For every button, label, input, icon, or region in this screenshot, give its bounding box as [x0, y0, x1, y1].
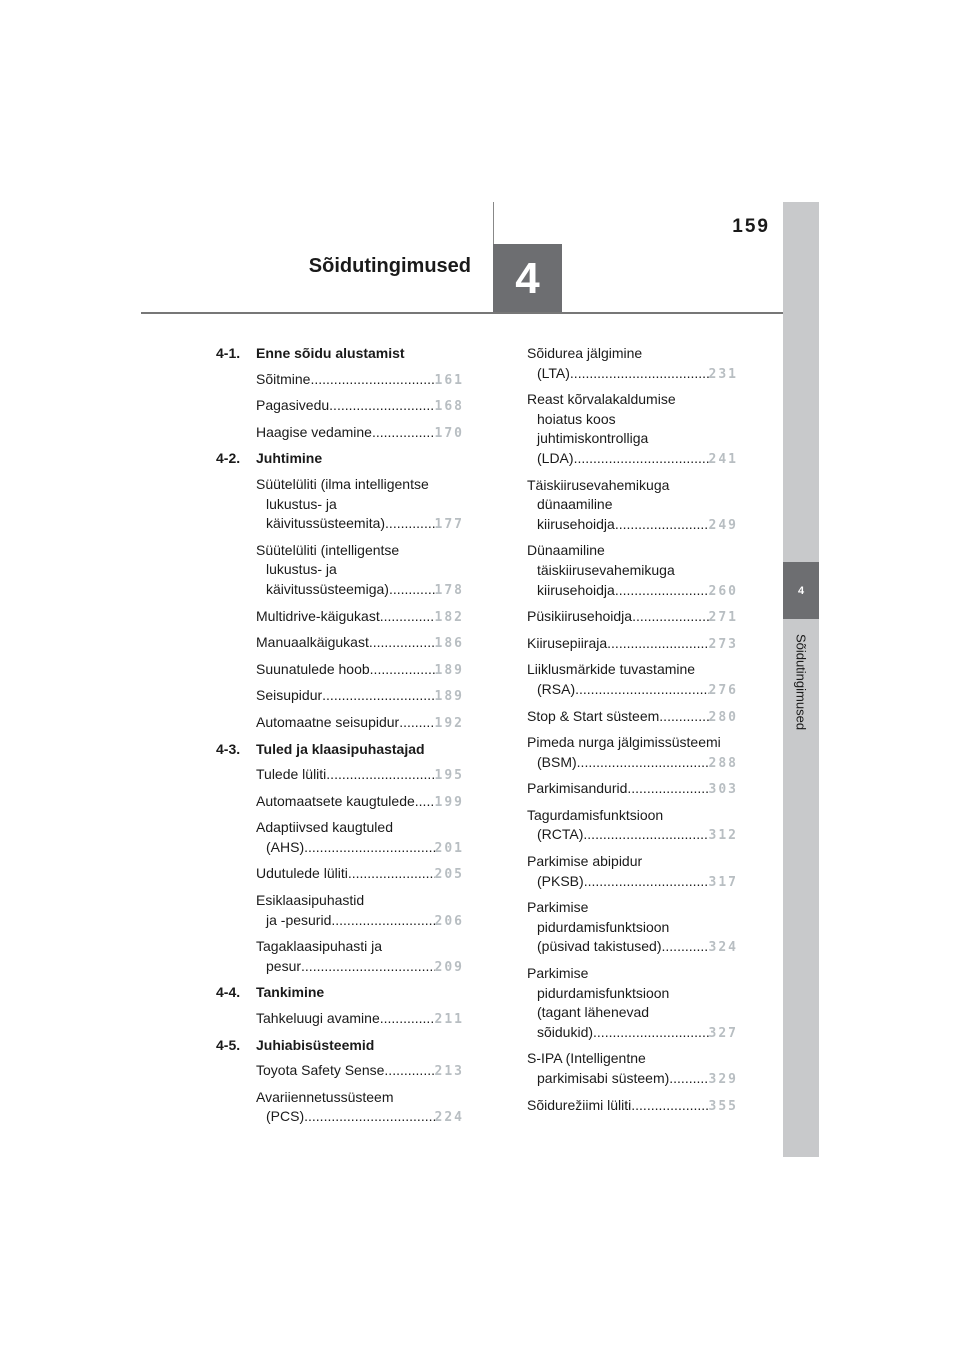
- toc-entry[interactable]: [527, 344, 738, 384]
- entry-text-line: Parkimise: [527, 899, 589, 916]
- entry-text-line: Multidrive-käigukast: [256, 607, 380, 624]
- entry-text-line: Tulede lüliti: [256, 766, 327, 783]
- entry-page-line: [256, 864, 464, 885]
- toc-entry[interactable]: [256, 660, 464, 681]
- page-reference-link[interactable]: 186: [434, 636, 464, 652]
- page-reference-link[interactable]: 224: [434, 1110, 464, 1126]
- entry-text-line: Sõidurea jälgimine: [527, 345, 643, 361]
- dot-leader: [310, 370, 434, 390]
- toc-entry[interactable]: [256, 792, 464, 813]
- toc-entry[interactable]: [527, 476, 738, 536]
- section-number: 4-3.: [216, 740, 241, 757]
- entry-text-line: Dünaamiline: [527, 542, 605, 559]
- entry-text-line: (BSM): [537, 753, 577, 770]
- page-reference-link[interactable]: 205: [434, 867, 464, 883]
- page-reference-link[interactable]: 329: [708, 1072, 738, 1087]
- entry-text-line: (PCS): [266, 1108, 305, 1125]
- entry-page-line: [527, 872, 738, 893]
- toc-entry[interactable]: [256, 1009, 464, 1030]
- toc-entry[interactable]: [256, 607, 464, 628]
- entry-text-line: lukustus- ja: [266, 495, 337, 512]
- entry-text-line: Tagaklaasipuhasti ja: [256, 938, 383, 955]
- entry-text-line: lukustus- ja: [266, 561, 337, 578]
- entry-page-line: [256, 838, 464, 859]
- entry-text-line: Püsikiirusehoidja: [527, 608, 633, 625]
- entry-text-line: Parkimise: [527, 965, 589, 982]
- dot-leader: [385, 514, 434, 534]
- dot-leader: [380, 607, 435, 627]
- section-heading[interactable]: [216, 740, 464, 760]
- dot-leader: [583, 825, 708, 845]
- page-reference-link[interactable]: 213: [434, 1064, 464, 1080]
- header-rule: [141, 312, 783, 314]
- entry-text-line: Pagasivedu: [256, 397, 330, 414]
- entry-text-line: Manuaalkäigukast: [256, 634, 369, 651]
- entry-page-line: [256, 660, 464, 681]
- entry-text-line: dünaamiline: [537, 496, 613, 513]
- page-reference-link[interactable]: 206: [434, 913, 464, 929]
- dot-leader: [399, 713, 434, 733]
- header-divider: [493, 202, 494, 244]
- entry-text-line: (AHS): [266, 838, 305, 855]
- entry-text-line: Sõidurežiimi lüliti: [527, 1096, 632, 1113]
- page-reference-link[interactable]: 317: [708, 874, 738, 890]
- toc-entry[interactable]: [256, 370, 464, 391]
- entry-text-line: (LTA): [537, 364, 570, 381]
- entry-page-line: [527, 825, 738, 846]
- entry-text-line: Toyota Safety Sense: [256, 1062, 385, 1079]
- entry-page-line: [527, 937, 738, 958]
- dot-leader: [384, 1061, 434, 1081]
- entry-text-line: Suunatulede hoob: [256, 660, 370, 677]
- page-reference-link[interactable]: 241: [708, 451, 738, 467]
- page-reference-link[interactable]: 170: [434, 425, 464, 441]
- page-reference-link[interactable]: 288: [708, 755, 738, 771]
- chapter-side-label: Sõidutingimused: [793, 633, 809, 731]
- dot-leader: [631, 1096, 708, 1116]
- entry-text-line: Seisupidur: [256, 687, 323, 704]
- page-reference-link[interactable]: 189: [434, 689, 464, 705]
- entry-text-line: Kiirusepiiraja: [527, 634, 608, 651]
- entry-page-line: [527, 449, 738, 470]
- entry-page-line: [256, 713, 464, 734]
- dot-leader: [372, 423, 435, 443]
- entry-text-line: (RCTA): [537, 826, 584, 843]
- entry-page-line: [256, 607, 464, 628]
- section-number: 4-4.: [216, 984, 241, 1001]
- toc-entry[interactable]: [256, 818, 464, 858]
- entry-text-line: Reast kõrvalakaldumise: [527, 391, 676, 408]
- entry-page-line: [527, 607, 738, 628]
- entry-text-line: ja -pesurid: [266, 911, 332, 928]
- entry-page-line: [527, 680, 738, 701]
- chapter-tab[interactable]: 4: [783, 562, 819, 619]
- entry-text-line: Sõitmine: [256, 370, 311, 387]
- toc-entry[interactable]: [527, 634, 738, 655]
- entry-page-line: [256, 370, 464, 391]
- dot-leader: [322, 686, 434, 706]
- page-reference-link[interactable]: 161: [434, 372, 464, 388]
- section-title: Enne sõidu alustamist: [256, 345, 405, 361]
- section-number: 4-5.: [216, 1036, 241, 1053]
- page-reference-link[interactable]: 260: [708, 583, 738, 599]
- entry-page-line: [256, 911, 464, 932]
- entry-text-line: pidurdamisfunktsioon: [537, 918, 670, 935]
- dot-leader: [593, 1023, 708, 1043]
- entry-text-line: Liiklusmärkide tuvastamine: [527, 661, 696, 678]
- dot-leader: [615, 581, 709, 601]
- toc-entry[interactable]: [527, 707, 738, 728]
- page-reference-link[interactable]: 312: [708, 828, 738, 844]
- toc-left-column: [216, 344, 464, 1134]
- entry-text-line: Esiklaasipuhastid: [256, 892, 365, 909]
- entry-text-line: (RSA): [537, 680, 576, 697]
- entry-text-line: Täiskiirusevahemikuga: [527, 476, 670, 493]
- dot-leader: [584, 872, 709, 892]
- toc-entry[interactable]: [256, 713, 464, 734]
- entry-text-line: parkimisabi süsteem): [537, 1070, 670, 1086]
- entry-text-line: kiirusehoidja: [537, 515, 615, 532]
- dot-leader: [570, 364, 709, 384]
- section-heading[interactable]: [216, 983, 464, 1003]
- page-reference-link[interactable]: 327: [708, 1025, 738, 1041]
- entry-page-line: [527, 753, 738, 774]
- entry-page-line: [527, 707, 738, 728]
- dot-leader: [348, 864, 435, 884]
- entry-text-line: hoiatus koos: [537, 410, 616, 427]
- toc-entry[interactable]: [527, 541, 738, 601]
- entry-page-line: [527, 779, 738, 800]
- page-reference-link[interactable]: 177: [434, 517, 464, 533]
- section-title: Juhiabisüsteemid: [256, 1036, 375, 1053]
- page-reference-link[interactable]: 280: [708, 709, 738, 725]
- entry-text-line: Pimeda nurga jälgimissüsteemi: [527, 734, 721, 751]
- section-heading[interactable]: [216, 1036, 464, 1056]
- entry-page-line: [256, 580, 464, 601]
- section-title: Juhtimine: [256, 450, 323, 467]
- entry-text-line: Udutulede lüliti: [256, 865, 348, 882]
- dot-leader: [615, 515, 709, 535]
- page-reference-link[interactable]: 178: [434, 582, 464, 598]
- toc-entry[interactable]: [527, 1096, 738, 1117]
- dot-leader: [304, 838, 434, 858]
- entry-text-line: Parkimisandurid: [527, 780, 628, 797]
- entry-page-line: [256, 396, 464, 417]
- toc-entry[interactable]: [256, 937, 464, 977]
- entry-text-line: Süütelüliti (ilma intelligentse: [256, 475, 429, 492]
- entry-page-line: [256, 792, 464, 813]
- dot-leader: [632, 607, 708, 627]
- dot-leader: [607, 634, 708, 654]
- entry-text-line: Stop & Start süsteem: [527, 707, 660, 724]
- entry-text-line: Süütelüliti (intelligentse: [256, 541, 400, 558]
- entry-page-line: [527, 515, 738, 536]
- page-reference-link[interactable]: 189: [434, 662, 464, 678]
- page-reference-link[interactable]: 249: [708, 517, 738, 533]
- entry-page-line: [256, 765, 464, 786]
- entry-text-line: kiirusehoidja: [537, 581, 615, 598]
- chapter-number-box: 4: [493, 244, 562, 314]
- page-reference-link[interactable]: 211: [434, 1012, 464, 1028]
- entry-text-line: Haagise vedamine: [256, 423, 372, 440]
- entry-page-line: [527, 581, 738, 602]
- page-reference-link[interactable]: 303: [708, 782, 738, 798]
- toc-entry[interactable]: [256, 891, 464, 931]
- entry-text-line: pidurdamisfunktsioon: [537, 984, 670, 1001]
- entry-page-line: [256, 1107, 464, 1128]
- toc-entry[interactable]: [256, 1088, 464, 1128]
- page-reference-link[interactable]: 195: [434, 768, 464, 784]
- entry-text-line: Automaatsete kaugtulede: [256, 792, 415, 809]
- dot-leader: [575, 680, 708, 700]
- toc-entry[interactable]: [527, 733, 738, 773]
- entry-page-line: [527, 364, 738, 385]
- toc-entry[interactable]: [527, 779, 738, 800]
- toc-entry[interactable]: [256, 541, 464, 601]
- page-reference-link[interactable]: 231: [708, 366, 738, 382]
- page-reference-link[interactable]: 276: [708, 682, 738, 698]
- entry-text-line: käivitussüsteemiga): [266, 580, 389, 597]
- toc-entry[interactable]: [527, 1049, 738, 1089]
- page-reference-link[interactable]: 199: [434, 794, 464, 810]
- entry-text-line: käivitussüsteemita): [266, 515, 386, 532]
- dot-leader: [415, 792, 435, 812]
- dot-leader: [662, 937, 709, 957]
- page-reference-link[interactable]: 271: [708, 610, 738, 626]
- entry-text-line: sõidukid): [537, 1023, 594, 1040]
- entry-page-line: [256, 423, 464, 444]
- toc-entry[interactable]: [527, 660, 738, 700]
- toc-entry[interactable]: [527, 607, 738, 628]
- entry-page-line: [527, 1069, 738, 1090]
- dot-leader: [577, 753, 709, 773]
- section-heading[interactable]: [216, 449, 464, 469]
- page-reference-link[interactable]: 192: [434, 715, 464, 731]
- entry-text-line: Avariiennetussüsteem: [256, 1088, 394, 1105]
- section-heading[interactable]: [216, 344, 464, 364]
- entry-page-line: [256, 1009, 464, 1030]
- toc-entry[interactable]: [256, 396, 464, 417]
- section-title: Tuled ja klaasipuhastajad: [256, 740, 425, 757]
- dot-leader: [329, 396, 434, 416]
- dot-leader: [669, 1069, 708, 1089]
- entry-page-line: [527, 634, 738, 655]
- dot-leader: [326, 765, 434, 785]
- entry-text-line: pesur: [266, 957, 302, 974]
- toc-entry[interactable]: [256, 1061, 464, 1082]
- toc-entry[interactable]: [527, 898, 738, 958]
- toc-entry[interactable]: [256, 475, 464, 535]
- dot-leader: [370, 660, 435, 680]
- page-reference-link[interactable]: 182: [434, 609, 464, 625]
- entry-text-line: S-IPA (Intelligentne: [527, 1050, 646, 1067]
- entry-page-line: [256, 633, 464, 654]
- page-reference-link[interactable]: 324: [708, 940, 738, 956]
- toc-entry[interactable]: [527, 390, 738, 469]
- toc-entry[interactable]: [256, 423, 464, 444]
- dot-leader: [301, 957, 434, 977]
- dot-leader: [659, 707, 708, 727]
- entry-text-line: Parkimise abipidur: [527, 853, 643, 870]
- entry-page-line: [256, 957, 464, 978]
- entry-page-line: [527, 1096, 738, 1117]
- entry-text-line: (LDA): [537, 449, 574, 466]
- page-reference-link[interactable]: 209: [434, 959, 464, 975]
- toc-entry[interactable]: [256, 765, 464, 786]
- dot-leader: [331, 911, 434, 931]
- page-reference-link[interactable]: 355: [708, 1098, 738, 1114]
- entry-text-line: (tagant lähenevad: [537, 1004, 650, 1021]
- chapter-title: Sõidutingimused: [308, 255, 471, 277]
- entry-text-line: täiskiirusevahemikuga: [537, 561, 675, 578]
- entry-text-line: Tahkeluugi avamine: [256, 1010, 380, 1027]
- entry-text-line: (PKSB): [537, 872, 584, 889]
- toc-entry[interactable]: [256, 686, 464, 707]
- dot-leader: [304, 1107, 434, 1127]
- entry-text-line: (püsivad takistused): [537, 938, 662, 955]
- entry-text-line: juhtimiskontrolliga: [537, 430, 649, 447]
- entry-text-line: Automaatne seisupidur: [256, 713, 400, 730]
- dot-leader: [627, 779, 708, 799]
- entry-page-line: [256, 514, 464, 535]
- entry-text-line: Adaptiivsed kaugtuled: [256, 819, 393, 836]
- entry-page-line: [256, 1061, 464, 1082]
- toc-entry[interactable]: [527, 852, 738, 892]
- dot-leader: [574, 449, 709, 469]
- section-number: 4-1.: [216, 345, 241, 361]
- entry-page-line: [256, 686, 464, 707]
- toc-entry[interactable]: [256, 633, 464, 654]
- entry-page-line: [527, 1023, 738, 1044]
- page-reference-link[interactable]: 168: [434, 399, 464, 415]
- entry-text-line: Tagurdamisfunktsioon: [527, 806, 664, 823]
- toc-entry[interactable]: [256, 864, 464, 885]
- dot-leader: [389, 580, 435, 600]
- toc-entry[interactable]: [527, 964, 738, 1043]
- dot-leader: [369, 633, 435, 653]
- section-number: 4-2.: [216, 450, 241, 467]
- page-reference-link[interactable]: 201: [434, 840, 464, 856]
- section-title: Tankimine: [256, 984, 325, 1001]
- toc-right-column: [527, 344, 738, 1122]
- page-number: 159: [732, 216, 770, 237]
- dot-leader: [380, 1009, 435, 1029]
- page-reference-link[interactable]: 273: [708, 636, 738, 652]
- toc-entry[interactable]: [527, 806, 738, 846]
